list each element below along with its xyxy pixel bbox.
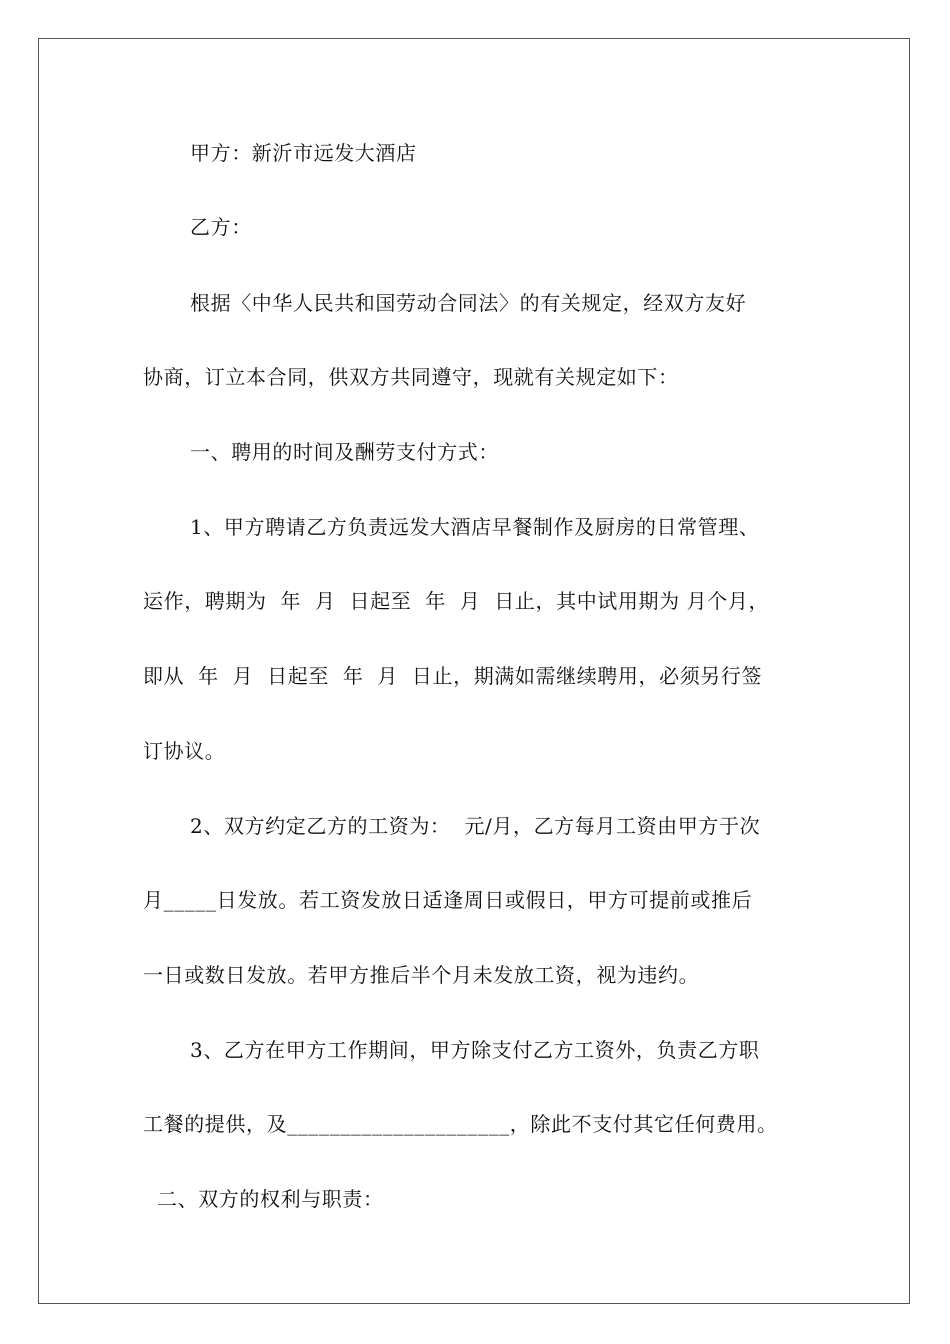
- preamble-line-2: 协商，订立本合同，供双方共同遵守，现就有关规定如下：: [143, 365, 679, 389]
- clause-2-line-2: 月_____日发放。若工资发放日适逢周日或假日，甲方可提前或推后: [143, 888, 753, 912]
- clause-1-line-3: 即从 年 月 日起至 年 月 日止，期满如需继续聘用，必须另行签: [143, 664, 763, 688]
- clause-3-line-1: 3、乙方在甲方工作期间，甲方除支付乙方工资外，负责乙方职: [190, 1038, 760, 1062]
- clause-2-line-3: 一日或数日发放。若甲方推后半个月未发放工资，视为违约。: [143, 963, 700, 987]
- clause-1-line-4: 订协议。: [143, 739, 226, 763]
- preamble-line-1: 根据〈中华人民共和国劳动合同法〉的有关规定，经双方友好: [190, 291, 747, 315]
- clause-2-line-1: 2、双方约定乙方的工资为： 元/月，乙方每月工资由甲方于次: [190, 814, 761, 838]
- clause-1-line-2: 运作，聘期为 年 月 日起至 年 月 日止，其中试用期为 月个月，: [143, 589, 770, 613]
- clause-1-line-1: 1、甲方聘请乙方负责远发大酒店早餐制作及厨房的日常管理、: [190, 515, 760, 539]
- section-1-heading: 一、聘用的时间及酬劳支付方式：: [190, 440, 499, 464]
- section-2-heading: 二、双方的权利与职责：: [157, 1187, 384, 1211]
- party-a-line: 甲方：新沂市远发大酒店: [190, 141, 417, 165]
- party-b-line: 乙方：: [190, 215, 252, 239]
- clause-3-line-2: 工餐的提供，及_____________________，除此不支付其它任何费用。: [143, 1112, 778, 1136]
